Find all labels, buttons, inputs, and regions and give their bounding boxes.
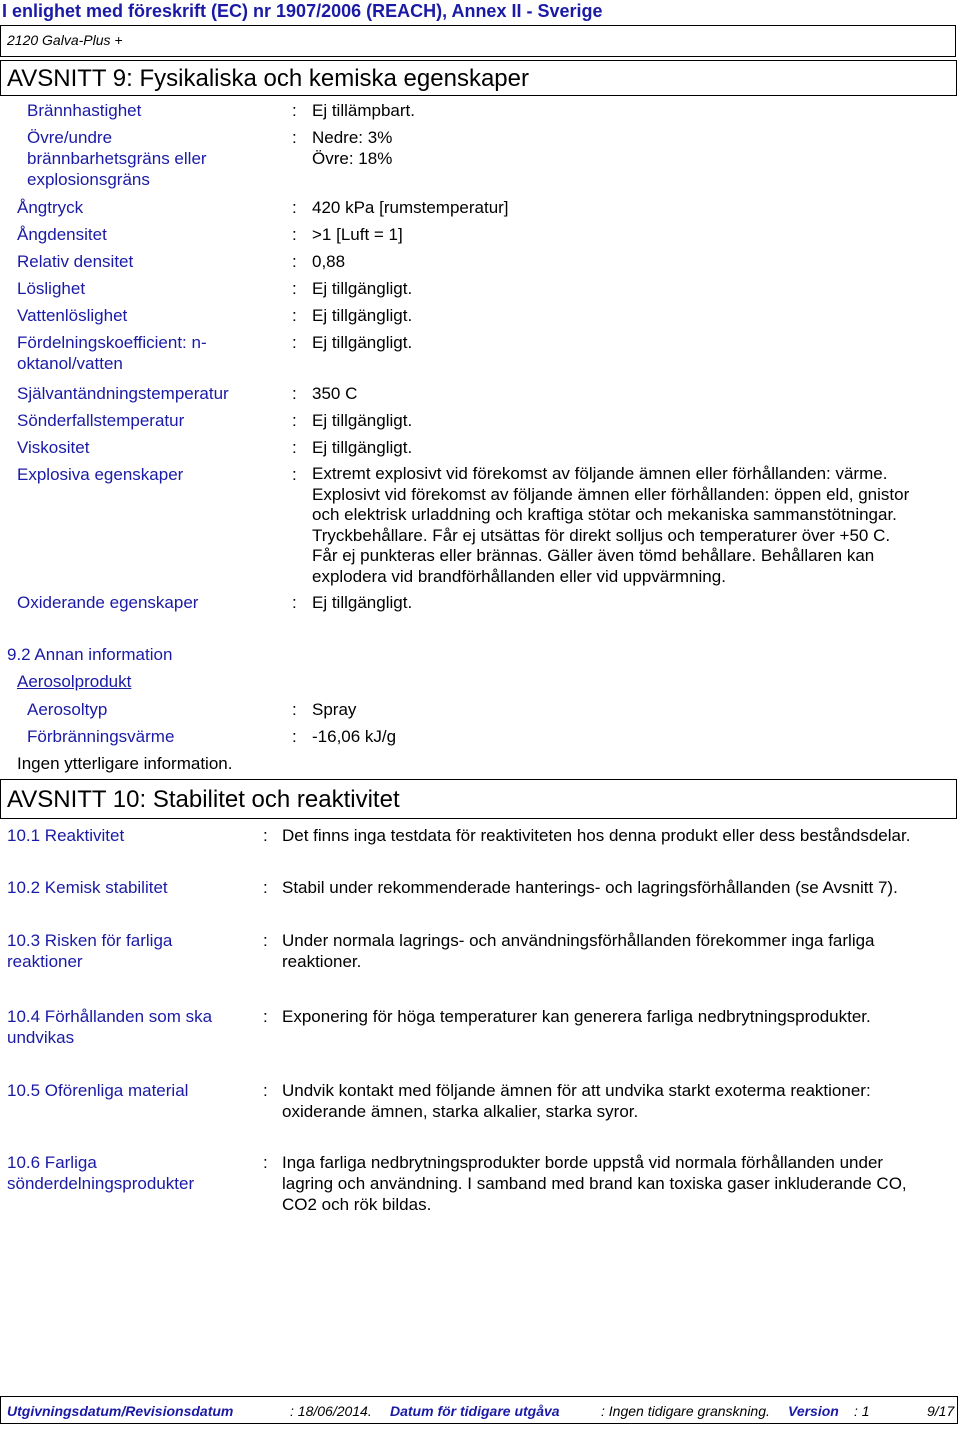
no-more-info-text: Ingen ytterligare information. [17,754,233,773]
heat-of-combustion-colon: : [292,727,297,746]
reactivity-colon: : [263,1081,268,1100]
property-colon: : [292,438,297,457]
property-label: Fördelningskoefficient: n- oktanol/vatten [17,333,207,373]
property-value: Ej tillämpbart. [312,101,415,120]
product-name: 2120 Galva-Plus + [7,32,123,48]
page-footer [0,1396,958,1424]
reactivity-value: Inga farliga nedbrytningsprodukter borde uppstå vid normala förhållanden under lagring och användning. I samband med brand kan toxiska gaser inkluderande CO, CO2 och rök bildas. [282,1153,907,1214]
property-label: Självantändningstemperatur [17,384,229,403]
section-9-title: AVSNITT 9: Fysikaliska och kemiska egenskaper [7,65,529,92]
version-label: Version [788,1403,839,1419]
property-value: Ej tillgängligt. [312,279,413,298]
reactivity-value: Stabil under rekommenderade hanterings- och lagringsförhållanden (se Avsnitt 7). [282,878,898,897]
property-colon: : [292,225,297,244]
issue-date-value: : 18/06/2014. [290,1403,372,1419]
property-colon: : [292,465,297,484]
version-value: : 1 [854,1403,870,1419]
property-colon: : [292,306,297,325]
property-label: Brännhastighet [27,101,142,120]
reactivity-label: 10.3 Risken för farliga reaktioner [7,931,173,971]
property-colon: : [292,279,297,298]
property-label: Viskositet [17,438,90,457]
reactivity-value: Exponering för höga temperaturer kan generera farliga nedbrytningsprodukter. [282,1007,871,1026]
property-label: Relativ densitet [17,252,134,271]
document-header-title: I enlighet med föreskrift (EC) nr 1907/2006 (REACH), Annex II - Sverige [2,1,603,21]
section-9-header [0,60,957,96]
reactivity-value: Undvik kontakt med följande ämnen för att undvika starkt exoterma reaktioner: oxiderande ämnen, starka alkalier, starka syror. [282,1081,871,1121]
property-colon: : [292,101,297,120]
reactivity-colon: : [263,931,268,950]
property-label: Explosiva egenskaper [17,465,184,484]
reactivity-colon: : [263,1153,268,1172]
property-label: Ångdensitet [17,225,107,244]
property-label: Löslighet [17,279,86,298]
property-value: Ej tillgängligt. [312,593,413,612]
reactivity-label: 10.5 Oförenliga material [7,1081,189,1100]
property-value: 0,88 [312,252,346,271]
reactivity-value: Under normala lagrings- och användningsförhållanden förekommer inga farliga reaktioner. [282,931,875,971]
property-label: Vattenlöslighet [17,306,128,325]
reactivity-label: 10.2 Kemisk stabilitet [7,878,168,897]
property-colon: : [292,252,297,271]
reactivity-label: 10.6 Farliga sönderdelningsprodukter [7,1153,195,1193]
property-colon: : [292,593,297,612]
reactivity-colon: : [263,1007,268,1026]
other-information-heading: 9.2 Annan information [7,645,173,664]
property-value: Extremt explosivt vid förekomst av följande ämnen eller förhållanden: värme. Explosivt vid förekomst av följande ämnen eller förhållanden: öppen eld, gnistor och elektrisk urladdning och kraftiga stötar och mekaniska sammanstötningar. Tryckbehållare. Får ej utsättas för direkt solljus och temperaturer över +50 C. Får ej punkteras eller brännas. Gäller även tömd behållare. Behållaren kan explodera vid brandförhållanden eller vid uppvärmning. [312,464,910,586]
reactivity-label: 10.1 Reaktivitet [7,826,125,845]
property-value: Ej tillgängligt. [312,333,413,352]
property-label: Ångtryck [17,198,84,217]
aerosol-heading: Aerosolprodukt [17,672,132,691]
section-10-title: AVSNITT 10: Stabilitet och reaktivitet [7,786,400,813]
reactivity-colon: : [263,826,268,845]
previous-date-label: Datum för tidigare utgåva [390,1403,560,1419]
heat-of-combustion-label: Förbränningsvärme [27,727,175,746]
property-label: Oxiderande egenskaper [17,593,199,612]
previous-date-value: : Ingen tidigare granskning. [601,1403,770,1419]
property-colon: : [292,198,297,217]
aerosol-type-value: Spray [312,700,357,719]
section-10-header [0,779,957,819]
property-value: 350 C [312,384,358,403]
property-colon: : [292,333,297,352]
heat-of-combustion-value: -16,06 kJ/g [312,727,397,746]
property-label: Övre/undre brännbarhetsgräns eller explosionsgräns [27,128,207,189]
property-label: Sönderfallstemperatur [17,411,185,430]
property-colon: : [292,128,297,147]
property-value: >1 [Luft = 1] [312,225,403,244]
product-name-box [0,25,956,57]
aerosol-type-label: Aerosoltyp [27,700,108,719]
property-value: Nedre: 3% Övre: 18% [312,128,393,168]
property-colon: : [292,384,297,403]
property-value: Ej tillgängligt. [312,306,413,325]
property-colon: : [292,411,297,430]
aerosol-type-colon: : [292,700,297,719]
page-number: 9/17 [927,1403,955,1419]
issue-date-label: Utgivningsdatum/Revisionsdatum [7,1403,234,1419]
property-value: Ej tillgängligt. [312,411,413,430]
reactivity-label: 10.4 Förhållanden som ska undvikas [7,1007,213,1047]
property-value: 420 kPa [rumstemperatur] [312,198,509,217]
reactivity-value: Det finns inga testdata för reaktiviteten hos denna produkt eller dess beståndsdelar. [282,826,911,845]
property-value: Ej tillgängligt. [312,438,413,457]
reactivity-colon: : [263,878,268,897]
